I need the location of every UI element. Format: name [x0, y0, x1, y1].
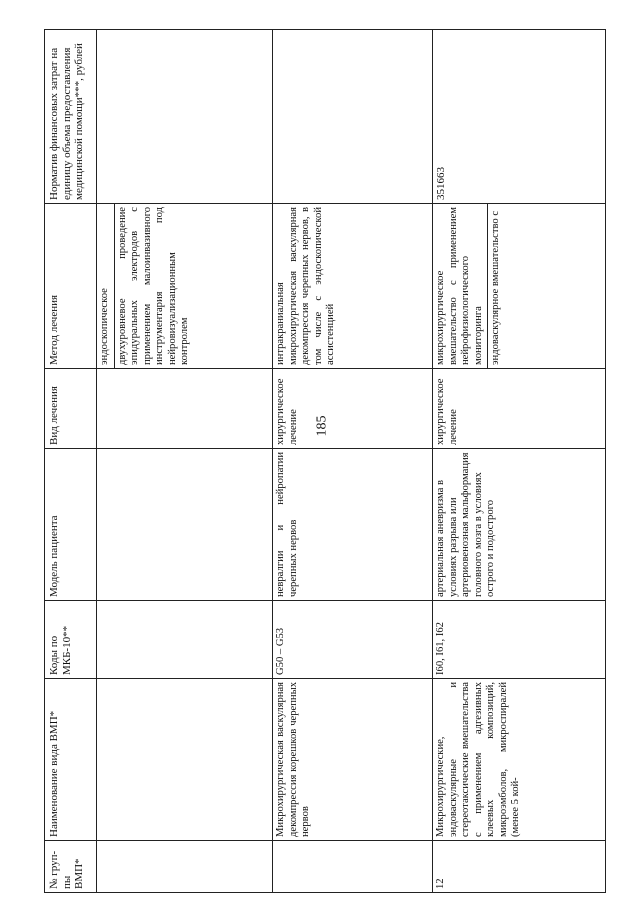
- cell-vmp-name: [97, 679, 273, 841]
- cell-group-no: 12: [433, 841, 606, 893]
- cell-treatment-method: [433, 204, 606, 369]
- vmp-table: [44, 29, 606, 893]
- header-patient-model: Модель пациента: [45, 449, 97, 601]
- cell-icd-codes: I60, I61, I62: [433, 601, 606, 679]
- header-row: [45, 30, 97, 893]
- method-item: двухуровневое проведение эпидуральных электродов с применением малоинвазивного инструментария под нейровизуализационным контролем: [116, 207, 190, 365]
- page-number: 185: [314, 415, 330, 437]
- cell-treatment-method: [97, 204, 273, 369]
- cell-cost: 351663: [433, 30, 606, 204]
- cell-icd-codes: [97, 601, 273, 679]
- method-item: интракраниальная микрохирургическая васкулярная декомпрессия черепных нервов, в том числе с эндоскопической ассистенцией: [275, 207, 336, 365]
- method-item: эндоскопическое: [97, 204, 115, 368]
- cell-treatment-method: [273, 204, 433, 369]
- table-row: [273, 30, 433, 893]
- header-vmp-name: Наименование вида ВМП*: [45, 679, 97, 841]
- header-group-no: № груп-пы ВМП*: [45, 841, 97, 893]
- method-item: эндоваскулярное вмешательство с: [490, 210, 501, 365]
- header-treatment-method: Метод лечения: [45, 204, 97, 369]
- cell-icd-codes: G50 – G53: [273, 601, 433, 679]
- cell-patient-model: невралгии и нейропатии черепных нервов: [273, 449, 433, 601]
- table-sheet: [44, 30, 606, 893]
- cell-cost: [97, 30, 273, 204]
- cell-vmp-name: Микрохирургические, эндоваскулярные и стереотаксические вмешательства с применением адгезивных клеевых композиций, микроэмболов, микроспиралей (менее 5 кой-: [433, 679, 606, 841]
- header-cost-norm: Норматив финансовых затрат на единицу объема предоставления медицинской помощи***, рублей: [45, 30, 97, 204]
- header-treatment-type: Вид лечения: [45, 369, 97, 449]
- cell-patient-model: артериальная аневризма в условиях разрыва или артериовенозная мальформация головного мозга в условиях острого и подострого: [433, 449, 606, 601]
- header-icd-codes: Коды по МКБ-10**: [45, 601, 97, 679]
- cell-cost: [273, 30, 433, 204]
- cell-treatment-type: хирургическое лечение: [433, 369, 606, 449]
- cell-vmp-name: Микрохирургическая васкулярная декомпрессия корешков черепных нервов: [273, 679, 433, 841]
- cell-treatment-type: [97, 369, 273, 449]
- table-frame: [44, 30, 606, 893]
- table-row: [97, 30, 273, 893]
- cell-group-no: [97, 841, 273, 893]
- method-item: микрохирургическое вмешательство с применением нейрофизиологического мониторинга: [433, 204, 488, 368]
- cell-group-no: [273, 841, 433, 893]
- table-row: [433, 30, 606, 893]
- cell-treatment-type: хирургическое лечение: [273, 369, 433, 449]
- cell-patient-model: [97, 449, 273, 601]
